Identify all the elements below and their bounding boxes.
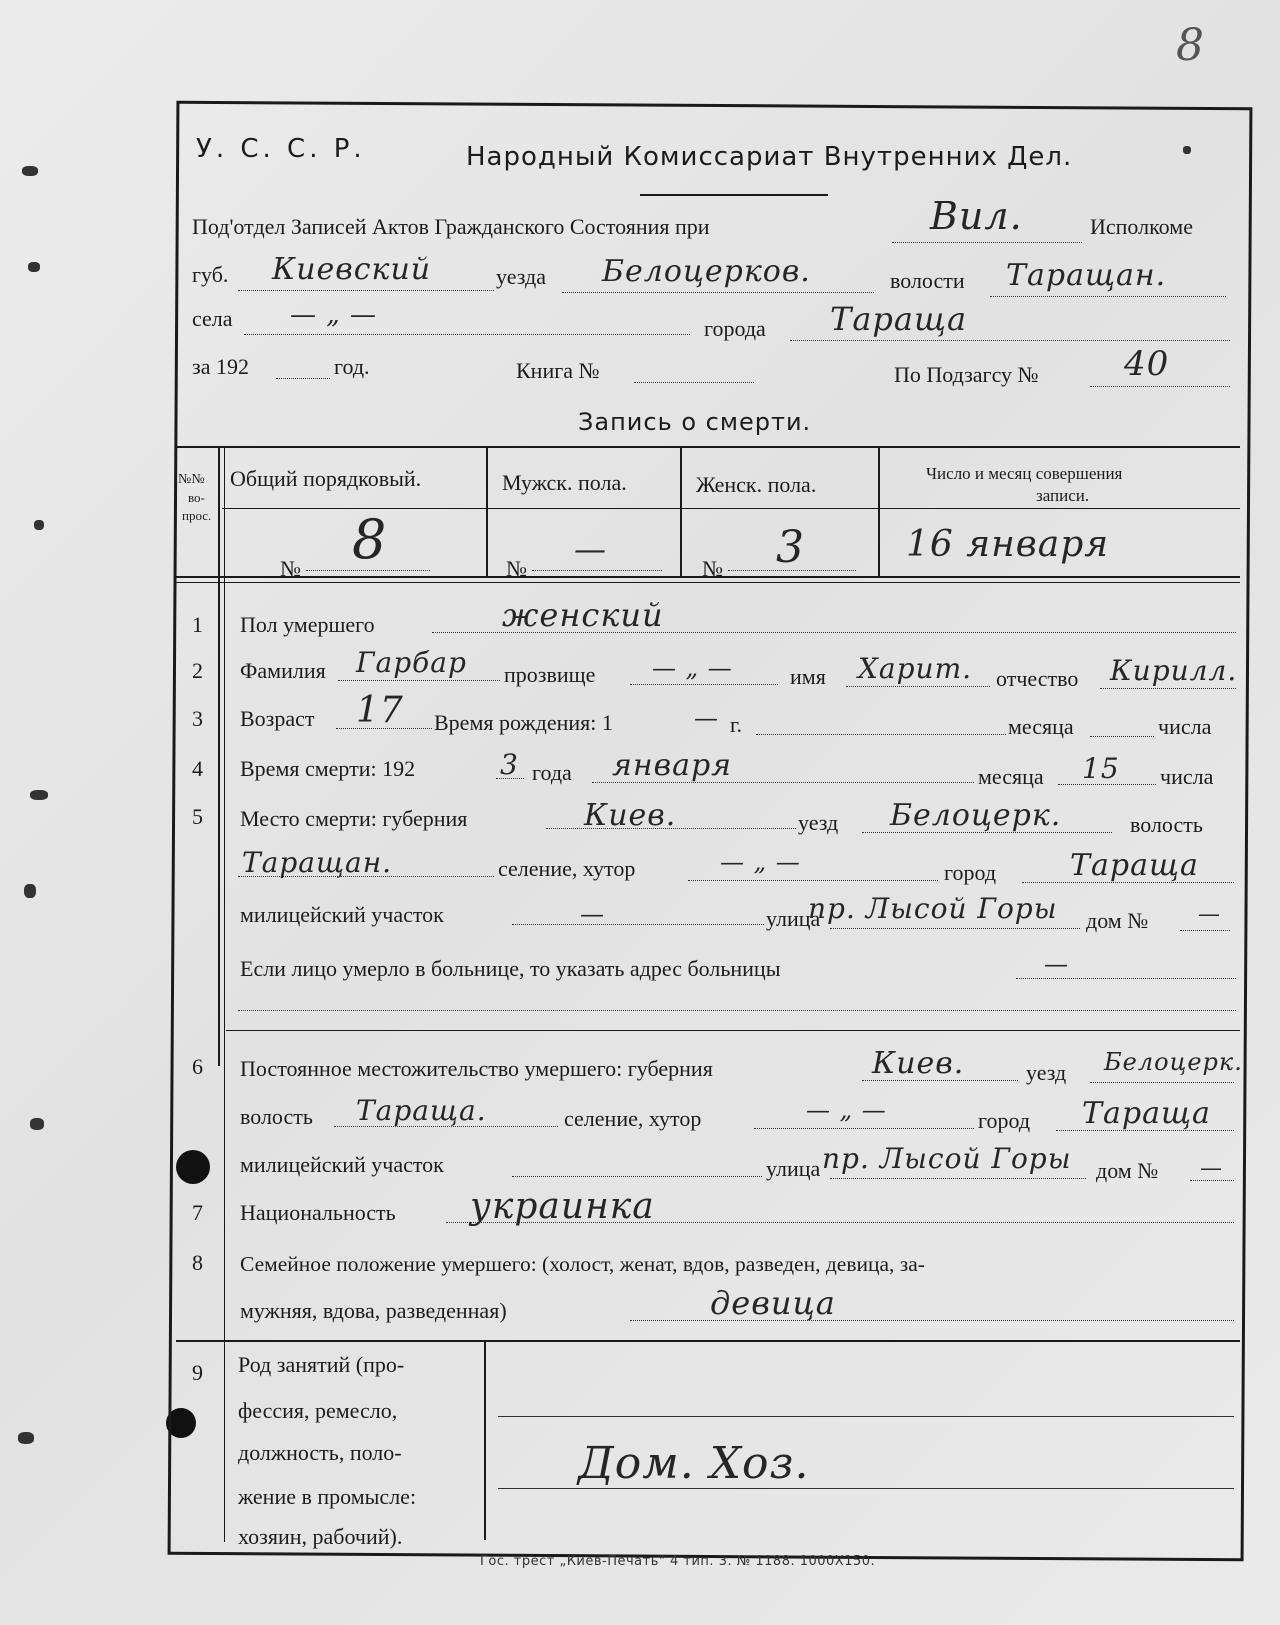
binder-mark <box>24 884 36 898</box>
male-no-mark: № <box>506 556 527 581</box>
at-line <box>892 242 1082 243</box>
uezd-label: уезда <box>496 264 546 289</box>
res-militia-label: милицейский участок <box>240 1152 444 1177</box>
patronymic-label: отчество <box>996 666 1079 691</box>
birth-month-line <box>756 734 1006 735</box>
res-uezd-label: уезд <box>1026 1060 1067 1085</box>
res-gub-value: Киев. <box>872 1046 965 1081</box>
occupation-label: жение в промысле: <box>238 1484 417 1509</box>
occupation-label: фессия, ремесло, <box>238 1398 398 1423</box>
section-rule <box>176 1340 1240 1342</box>
place-city-value: Тараща <box>1070 848 1199 883</box>
question-number: 1 <box>192 612 203 637</box>
death-day-label: числа <box>1160 764 1214 789</box>
general-no-value: 8 <box>352 508 388 571</box>
selo-label: села <box>192 306 233 331</box>
hospital-value: — <box>1044 950 1069 978</box>
binder-mark <box>22 166 38 176</box>
volost-label: волости <box>890 268 965 293</box>
death-month-value: января <box>612 748 733 783</box>
res-house-value: — <box>1200 1156 1223 1181</box>
question-number: 2 <box>192 658 203 683</box>
uezd-line <box>562 292 874 293</box>
res-city-value: Тараща <box>1082 1096 1211 1131</box>
place-label: Место смерти: губерния <box>240 806 468 831</box>
year-line <box>276 378 330 379</box>
occupation-line <box>498 1416 1234 1417</box>
house-label: дом № <box>1086 908 1149 933</box>
surname-value: Гарбар <box>356 646 467 679</box>
street-value: пр. Лысой Горы <box>808 892 1058 925</box>
age-value: 17 <box>356 690 404 731</box>
table-col-divider <box>224 446 225 1542</box>
occupation-label: хозяин, рабочий). <box>238 1524 403 1549</box>
general-no-mark: № <box>280 556 301 581</box>
binder-mark <box>34 520 44 530</box>
age-label: Возраст <box>240 706 315 731</box>
question-number: 7 <box>192 1200 203 1225</box>
sex-label: Пол умершего <box>240 612 375 637</box>
death-month-label: месяца <box>978 764 1044 789</box>
place-village-value: — „ — <box>720 848 801 876</box>
place-village-label: селение, хутор <box>498 856 636 881</box>
place-volost-label: волость <box>1130 812 1203 837</box>
birth-year-suffix: г. <box>730 712 743 737</box>
binder-mark <box>28 262 40 272</box>
col-female-header: Женск. пола. <box>696 472 817 497</box>
subact-label: По Подзагсу № <box>894 362 1039 387</box>
birth-value: — <box>694 704 719 732</box>
selo-line <box>244 334 690 335</box>
gorod-value: Тараща <box>830 300 968 338</box>
male-no-value: — <box>574 530 607 568</box>
female-no-mark: № <box>702 556 723 581</box>
death-day-value: 15 <box>1082 752 1120 785</box>
family-label-cont: мужняя, вдова, разведенная) <box>240 1298 507 1323</box>
subact-line <box>1090 386 1230 387</box>
hospital-line-2 <box>238 1010 1236 1011</box>
occupation-label: Род занятий (про- <box>238 1352 405 1377</box>
at-value: Вил. <box>930 194 1023 238</box>
house-value: — <box>1198 902 1221 927</box>
male-no-line <box>532 570 662 571</box>
death-time-label: Время смерти: 192 <box>240 756 416 781</box>
printer-footer: Гос. трест „Киев-Печать" 4 тип. 3. № 1188. 1000Х150. <box>480 1554 876 1569</box>
volost-value: Таращан. <box>1006 258 1167 293</box>
res-village-label: селение, хутор <box>564 1106 702 1131</box>
binder-mark <box>30 790 48 800</box>
record-title: Запись о смерти. <box>578 408 812 436</box>
table-col-divider <box>878 446 880 576</box>
street-label: улица <box>766 906 821 931</box>
family-label: Семейное положение умершего: (холост, женат, вдов, разведен, девица, за- <box>240 1252 925 1276</box>
gorod-line <box>790 340 1230 341</box>
question-number: 9 <box>192 1360 203 1385</box>
res-street-line <box>830 1178 1086 1179</box>
birth-label: Время рождения: 1 <box>434 710 613 735</box>
question-number: 5 <box>192 804 203 829</box>
res-house-label: дом № <box>1096 1158 1159 1183</box>
gub-label: губ. <box>192 262 229 287</box>
res-city-label: город <box>978 1108 1031 1133</box>
executive-label: Исполкоме <box>1090 214 1193 239</box>
year-label: за 192 <box>192 354 249 379</box>
question-number: 3 <box>192 706 203 731</box>
patronymic-value: Кирилл. <box>1110 654 1238 687</box>
place-uezd-value: Белоцерк. <box>890 798 1062 833</box>
book-line <box>634 382 754 383</box>
res-volost-label: волость <box>240 1104 313 1129</box>
sex-value: женский <box>502 596 664 634</box>
house-line <box>1180 930 1230 931</box>
binder-mark <box>18 1432 34 1444</box>
res-volost-value: Тараща. <box>356 1094 487 1127</box>
occupation-divider <box>484 1340 486 1540</box>
place-village-line <box>688 880 938 881</box>
question-col-label: во- <box>188 490 205 505</box>
question-number: 8 <box>192 1250 203 1275</box>
subdept-label: Под'отдел Записей Актов Гражданского Состояния при <box>192 214 710 239</box>
republic-title: У. С. С. Р. <box>196 134 366 164</box>
place-uezd-label: уезд <box>798 810 839 835</box>
surname-label: Фамилия <box>240 658 326 683</box>
nickname-label: прозвище <box>504 662 596 687</box>
header-rule <box>640 194 828 196</box>
book-label: Книга № <box>516 358 600 383</box>
col-male-header: Мужск. пола. <box>502 470 627 495</box>
death-year-value: 3 <box>500 748 519 781</box>
street-line <box>830 928 1080 929</box>
col-general-header: Общий порядковый. <box>230 466 422 491</box>
birth-day-label: числа <box>1158 714 1212 739</box>
patronymic-line <box>1100 688 1236 689</box>
hospital-line <box>1016 978 1236 979</box>
question-number: 6 <box>192 1054 203 1079</box>
col-date-header: записи. <box>1036 486 1090 505</box>
birth-month-label: месяца <box>1008 714 1074 739</box>
nickname-value: — „ — <box>652 654 733 682</box>
res-uezd-line <box>1090 1082 1234 1083</box>
question-number: 4 <box>192 756 203 781</box>
nickname-line <box>630 684 778 685</box>
res-militia-line <box>512 1176 762 1177</box>
militia-value: — <box>580 900 605 928</box>
res-village-line <box>754 1128 974 1129</box>
gub-value: Киевский <box>272 252 432 287</box>
residence-label: Постоянное местожительство умершего: губерния <box>240 1056 713 1081</box>
name-line <box>846 686 990 687</box>
name-value: Харит. <box>858 652 973 685</box>
res-street-value: пр. Лысой Горы <box>822 1142 1072 1175</box>
uezd-value: Белоцерков. <box>602 254 811 289</box>
selo-value: — „ — <box>290 300 377 330</box>
volost-line <box>990 296 1226 297</box>
binder-mark <box>30 1118 44 1130</box>
surname-line <box>338 680 500 681</box>
death-year-label: года <box>532 760 572 785</box>
year-suffix: год. <box>334 354 370 379</box>
record-date-value: 16 января <box>906 524 1110 565</box>
subact-value: 40 <box>1124 344 1170 384</box>
place-volost-value: Таращан. <box>242 846 393 879</box>
place-city-label: город <box>944 860 997 885</box>
militia-label: милицейский участок <box>240 902 444 927</box>
hospital-label: Если лицо умерло в больнице, то указать адрес больницы <box>240 956 781 981</box>
res-street-label: улица <box>766 1156 821 1181</box>
place-gub-value: Киев. <box>584 798 677 833</box>
archive-page-number: 8 <box>1176 20 1204 71</box>
question-col-label: №№ <box>178 472 205 487</box>
table-top-rule <box>176 446 1240 448</box>
res-village-value: — „ — <box>806 1096 887 1124</box>
name-label: имя <box>790 664 826 689</box>
occupation-label: должность, поло- <box>238 1440 402 1465</box>
table-col-divider <box>218 446 220 1066</box>
section-rule <box>226 1030 1240 1031</box>
commissariat-title: Народный Комиссариат Внутренних Дел. <box>466 142 1073 172</box>
militia-line <box>512 924 764 925</box>
table-col-divider <box>486 446 488 576</box>
table-col-divider <box>680 446 682 576</box>
nationality-value: украинка <box>470 1186 655 1227</box>
occupation-value: Дом. Хоз. <box>578 1438 810 1489</box>
table-bottom-rule-2 <box>176 582 1240 583</box>
res-uezd-value: Белоцерк. <box>1104 1048 1243 1076</box>
col-date-header: Число и месяц совершения <box>926 464 1123 483</box>
question-col-label: прос. <box>182 508 212 523</box>
family-value: девица <box>710 1284 836 1322</box>
birth-day-line <box>1090 736 1154 737</box>
gub-line <box>238 290 494 291</box>
nationality-label: Национальность <box>240 1200 396 1225</box>
female-no-value: 3 <box>776 522 805 573</box>
gorod-label: города <box>704 316 766 341</box>
